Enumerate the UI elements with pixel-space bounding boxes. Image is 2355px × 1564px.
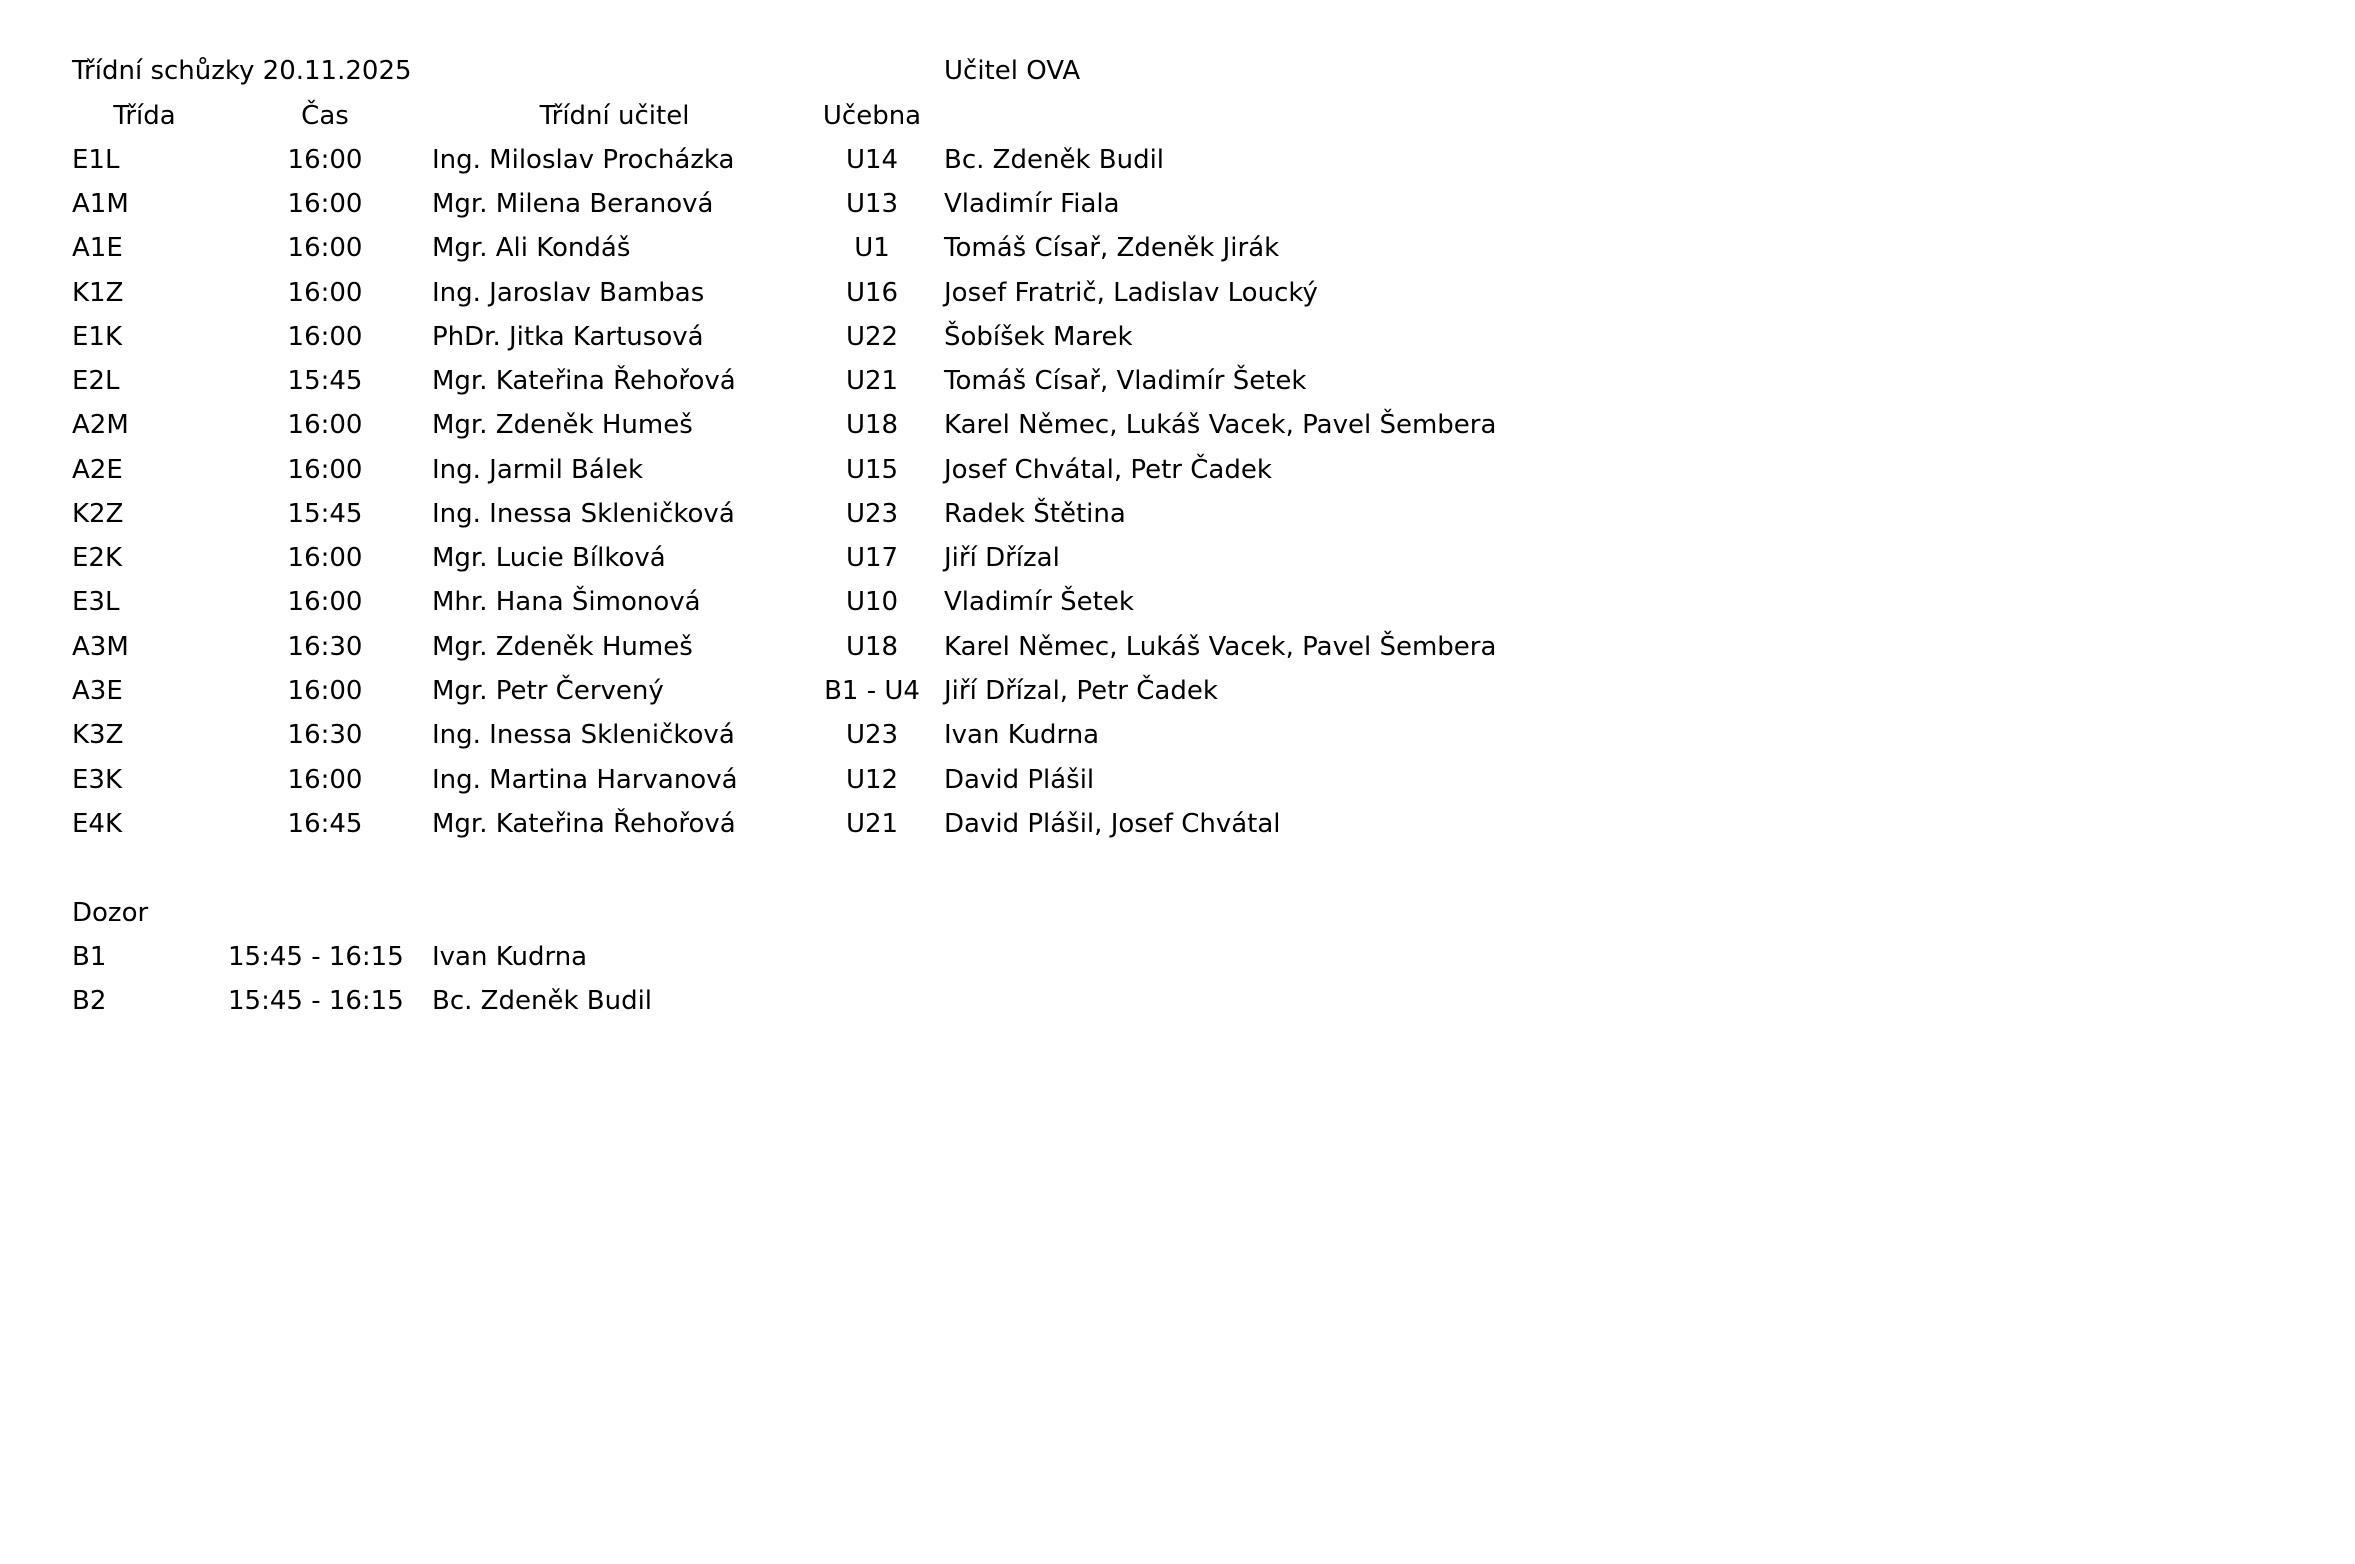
row-teacher: Mhr. Hana Šimonová — [432, 587, 701, 617]
row-room: U18 — [845, 632, 899, 662]
supervision-place: B1 — [72, 942, 107, 972]
row-time: 16:00 — [287, 233, 363, 263]
supervision-row — [0, 979, 1568, 1023]
table-row — [0, 138, 1568, 182]
row-teacher: Ing. Inessa Skleničková — [432, 499, 735, 529]
row-ova-teacher: Tomáš Císař, Zdeněk Jirák — [944, 233, 1280, 263]
row-time: 16:30 — [287, 720, 363, 750]
row-ova-teacher: Bc. Zdeněk Budil — [944, 145, 1165, 175]
row-room: U12 — [845, 765, 899, 795]
row-ova-teacher: Josef Fratrič, Ladislav Loucký — [944, 278, 1318, 308]
table-row — [0, 536, 1568, 580]
header-room: Učebna — [822, 101, 922, 131]
row-ova-teacher: Jiří Dřízal, Petr Čadek — [944, 676, 1218, 706]
table-row — [0, 758, 1568, 802]
row-time: 16:00 — [287, 765, 363, 795]
row-room: U18 — [845, 410, 899, 440]
row-room: U22 — [845, 322, 899, 352]
row-teacher: Ing. Martina Harvanová — [432, 765, 738, 795]
row-class: A2M — [72, 410, 129, 440]
row-room: U21 — [845, 809, 899, 839]
row-class: A3E — [72, 676, 123, 706]
row-teacher: Mgr. Zdeněk Humeš — [432, 410, 693, 440]
row-time: 16:00 — [287, 410, 363, 440]
row-room: U15 — [845, 455, 899, 485]
row-class: E3L — [72, 587, 120, 617]
table-row — [0, 271, 1568, 315]
row-class: K3Z — [72, 720, 124, 750]
row-ova-teacher: Vladimír Šetek — [944, 587, 1134, 617]
row-teacher: Mgr. Lucie Bílková — [432, 543, 666, 573]
row-ova-teacher: Vladimír Fiala — [944, 189, 1120, 219]
row-time: 15:45 — [287, 366, 363, 396]
table-row — [0, 182, 1568, 226]
table-row — [0, 713, 1568, 757]
row-teacher: Ing. Inessa Skleničková — [432, 720, 735, 750]
row-teacher: Mgr. Ali Kondáš — [432, 233, 631, 263]
page-title: Třídní schůzky 20.11.2025 — [72, 56, 412, 86]
row-teacher: Mgr. Kateřina Řehořová — [432, 366, 736, 396]
row-ova-teacher: Tomáš Císař, Vladimír Šetek — [944, 366, 1307, 396]
supervision-person: Bc. Zdeněk Budil — [432, 986, 653, 1016]
row-time: 16:45 — [287, 809, 363, 839]
row-room: U14 — [845, 145, 899, 175]
header-time: Čas — [301, 101, 349, 131]
supervision-place: B2 — [72, 986, 107, 1016]
row-room: U1 — [854, 233, 890, 263]
row-ova-teacher: David Plášil, Josef Chvátal — [944, 809, 1281, 839]
row-ova-teacher: Karel Němec, Lukáš Vacek, Pavel Šembera — [944, 410, 1497, 440]
row-class: E4K — [72, 809, 123, 839]
table-row — [0, 625, 1568, 669]
row-class: A1M — [72, 189, 129, 219]
row-ova-teacher: Radek Štětina — [944, 499, 1126, 529]
table-row — [0, 359, 1568, 403]
row-time: 16:00 — [287, 587, 363, 617]
row-teacher: Mgr. Zdeněk Humeš — [432, 632, 693, 662]
row-class: A3M — [72, 632, 129, 662]
table-row — [0, 448, 1568, 492]
row-teacher: PhDr. Jitka Kartusová — [432, 322, 704, 352]
row-teacher: Ing. Miloslav Procházka — [432, 145, 735, 175]
row-time: 16:30 — [287, 632, 363, 662]
row-time: 16:00 — [287, 455, 363, 485]
row-class: A1E — [72, 233, 123, 263]
row-teacher: Mgr. Kateřina Řehořová — [432, 809, 736, 839]
row-class: A2E — [72, 455, 123, 485]
row-teacher: Mgr. Petr Červený — [432, 676, 664, 706]
table-row — [0, 403, 1568, 447]
supervision-time: 15:45 - 16:15 — [228, 986, 404, 1016]
supervision-row — [0, 935, 1568, 979]
row-time: 16:00 — [287, 189, 363, 219]
row-room: U23 — [845, 499, 899, 529]
row-room: U10 — [845, 587, 899, 617]
row-class: E2K — [72, 543, 123, 573]
row-room: B1 - U4 — [824, 676, 920, 706]
row-teacher: Ing. Jaroslav Bambas — [432, 278, 705, 308]
column-headers — [0, 94, 1568, 138]
table-row — [0, 315, 1568, 359]
header-class: Třída — [113, 101, 176, 131]
row-time: 15:45 — [287, 499, 363, 529]
row-teacher: Ing. Jarmil Bálek — [432, 455, 644, 485]
header-teacher: Třídní učitel — [539, 101, 690, 131]
row-time: 16:00 — [287, 322, 363, 352]
row-class: E2L — [72, 366, 120, 396]
title-line — [0, 49, 1568, 93]
row-ova-teacher: Jiří Dřízal — [944, 543, 1060, 573]
row-room: U17 — [845, 543, 899, 573]
row-teacher: Mgr. Milena Beranová — [432, 189, 714, 219]
row-ova-teacher: Šobíšek Marek — [944, 322, 1133, 352]
row-class: K2Z — [72, 499, 124, 529]
row-time: 16:00 — [287, 676, 363, 706]
table-row — [0, 802, 1568, 846]
row-ova-teacher: Josef Chvátal, Petr Čadek — [944, 455, 1272, 485]
row-time: 16:00 — [287, 145, 363, 175]
row-room: U21 — [845, 366, 899, 396]
row-ova-teacher: Karel Němec, Lukáš Vacek, Pavel Šembera — [944, 632, 1497, 662]
row-class: E1L — [72, 145, 120, 175]
row-class: E3K — [72, 765, 123, 795]
row-room: U16 — [845, 278, 899, 308]
ova-column-header: Učitel OVA — [944, 56, 1081, 86]
supervision-time: 15:45 - 16:15 — [228, 942, 404, 972]
table-row — [0, 580, 1568, 624]
table-row — [0, 669, 1568, 713]
table-row — [0, 492, 1568, 536]
table-row — [0, 226, 1568, 270]
row-ova-teacher: David Plášil — [944, 765, 1095, 795]
supervision-person: Ivan Kudrna — [432, 942, 588, 972]
supervision-title-line — [0, 891, 1568, 935]
row-class: K1Z — [72, 278, 124, 308]
row-time: 16:00 — [287, 543, 363, 573]
row-room: U13 — [845, 189, 899, 219]
row-room: U23 — [845, 720, 899, 750]
row-class: E1K — [72, 322, 123, 352]
supervision-title: Dozor — [72, 898, 149, 928]
row-time: 16:00 — [287, 278, 363, 308]
row-ova-teacher: Ivan Kudrna — [944, 720, 1100, 750]
